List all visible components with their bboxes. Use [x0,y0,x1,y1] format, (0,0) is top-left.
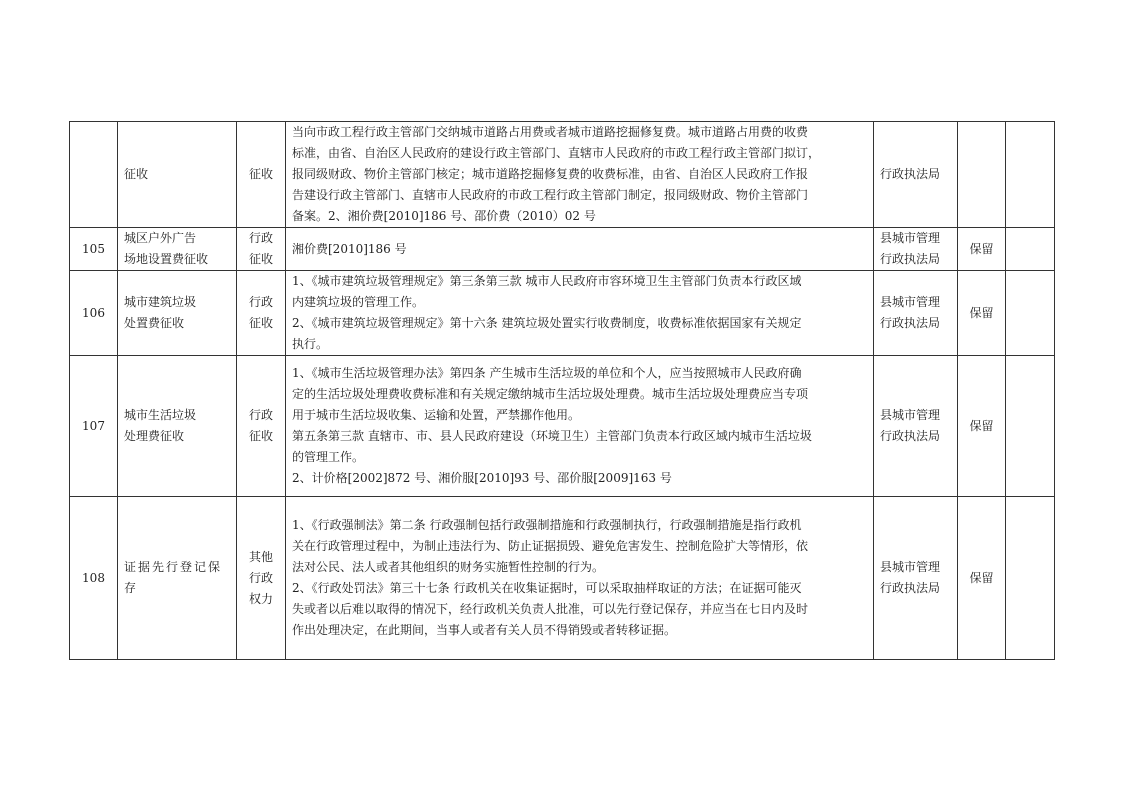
remark [1006,271,1055,356]
row-number [70,122,118,228]
status: 保留 [958,497,1006,660]
legal-basis: 湘价费[2010]186 号 [286,228,874,271]
item-name: 城市生活垃圾 处理费征收 [118,356,237,497]
table-row [70,228,1055,271]
remark [1006,228,1055,271]
legal-basis: 当向市政工程行政主管部门交纳城市道路占用费或者城市道路挖掘修复费。城市道路占用费的收费 标准，由省、自治区人民政府的建设行政主管部门、直辖市人民政府的市政工程行政主管部门拟订， 报同级财政、物价主管部门核定；城市道路挖掘修复费的收费标准，由省、自治区人民政府工作报 告建设行政主管部门、直辖市人民政府的市政工程行政主管部门制定，报同级财政、物价主管部门 备案。2、湘价费[2010]186 号、邵价费（2010）02 号 [286,122,874,228]
item-type: 其他 行政 权力 [237,497,286,660]
responsible-department: 县城市管理 行政执法局 [874,271,958,356]
responsible-department: 县城市管理 行政执法局 [874,497,958,660]
responsible-department: 县城市管理 行政执法局 [874,356,958,497]
table-row [70,356,1055,497]
item-type: 征收 [237,122,286,228]
legal-basis: 1、《城市生活垃圾管理办法》第四条 产生城市生活垃圾的单位和个人，应当按照城市人民政府确 定的生活垃圾处理费收费标准和有关规定缴纳城市生活垃圾处理费。城市生活垃圾处理费应当专项 用于城市生活垃圾收集、运输和处置，严禁挪作他用。 第五条第三款 直辖市、市、县人民政府建设（环境卫生）主管部门负责本行政区域内城市生活垃圾 的管理工作。 2、计价格[2002]872 号、湘价服[2010]93 号、邵价服[2009]163 号 [286,356,874,497]
item-type: 行政 征收 [237,271,286,356]
legal-basis: 1、《行政强制法》第二条 行政强制包括行政强制措施和行政强制执行，行政强制措施是指行政机 关在行政管理过程中，为制止违法行为、防止证据损毁、避免危害发生、控制危险扩大等情形，依 法对公民、法人或者其他组织的财务实施暂性控制的行为。 2、《行政处罚法》第三十七条 行政机关在收集证据时，可以采取抽样取证的方法；在证据可能灭 失或者以后难以取得的情况下，经行政机关负责人批准，可以先行登记保存，并应当在七日内及时 作出处理决定，在此期间，当事人或者有关人员不得销毁或者转移证据。 [286,497,874,660]
status [958,122,1006,228]
item-type: 行政 征收 [237,356,286,497]
row-number: 107 [70,356,118,497]
item-type: 行政 征收 [237,228,286,271]
row-number: 106 [70,271,118,356]
item-name: 证据先行登记保 存 [118,497,237,660]
remark [1006,122,1055,228]
item-name: 城区户外广告 场地设置费征收 [118,228,237,271]
power-list-table [69,121,1055,660]
status: 保留 [958,356,1006,497]
row-number: 108 [70,497,118,660]
status: 保留 [958,271,1006,356]
responsible-department: 行政执法局 [874,122,958,228]
item-name: 城市建筑垃圾 处置费征收 [118,271,237,356]
remark [1006,497,1055,660]
table-row [70,497,1055,660]
legal-basis: 1、《城市建筑垃圾管理规定》第三条第三款 城市人民政府市容环境卫生主管部门负责本行政区域 内建筑垃圾的管理工作。 2、《城市建筑垃圾管理规定》第十六条 建筑垃圾处置实行收费制度，收费标准依据国家有关规定 执行。 [286,271,874,356]
status: 保留 [958,228,1006,271]
table-row [70,122,1055,228]
responsible-department: 县城市管理 行政执法局 [874,228,958,271]
row-number: 105 [70,228,118,271]
table-row [70,271,1055,356]
remark [1006,356,1055,497]
item-name: 征收 [118,122,237,228]
